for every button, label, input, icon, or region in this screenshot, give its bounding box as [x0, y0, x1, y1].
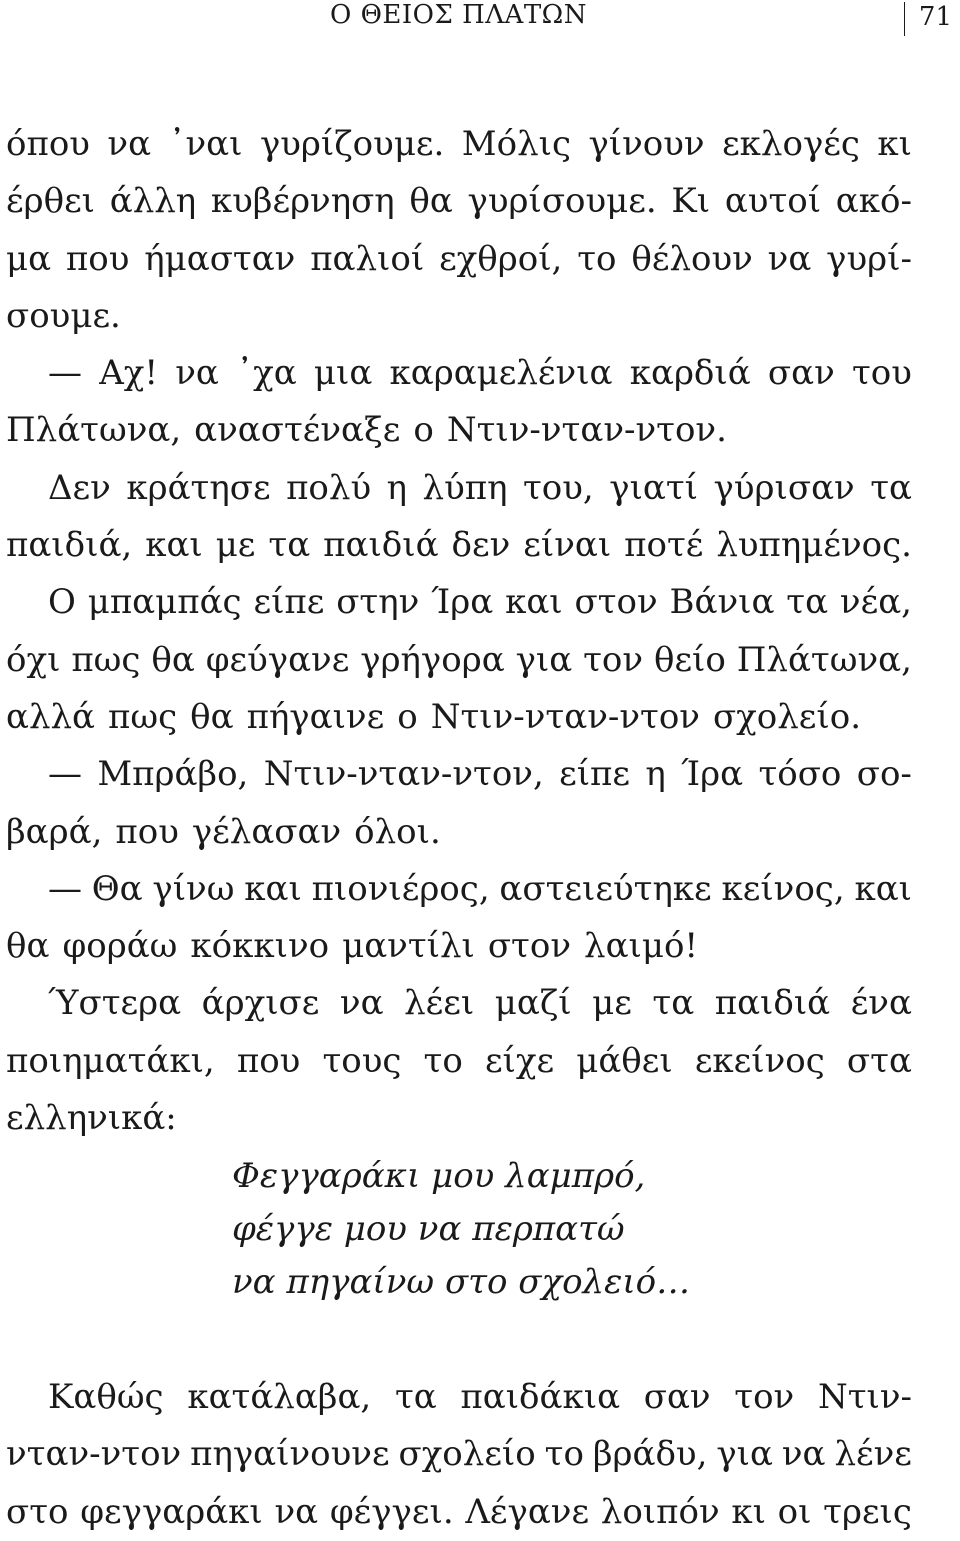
text-line: έρθει άλλη κυβέρνηση θα γυρίσουμε. Κι αυτοί ακό- — [6, 181, 912, 222]
text-line: θα φοράω κόκκινο μαντίλι στον λαιμό! — [6, 926, 699, 967]
text-line: Δεν κράτησε πολύ η λύπη του, γιατί γύρισαν τα — [48, 467, 912, 508]
text-line: όπου να ᾽ναι γυρίζουμε. Μόλις γίνουν εκλογές κι — [6, 124, 912, 164]
text-line: Καθώς κατάλαβα, τα παιδάκια σαν τον Ντιν- — [48, 1377, 912, 1417]
text-line: — Θα γίνω και πιονιέρος, αστειεύτηκε κείνος, και — [48, 868, 912, 909]
text-line: στο φεγγαράκι να φέγγει. Λέγανε λοιπόν κι οι τρεις — [6, 1491, 912, 1532]
text-line: Πλάτωνα, αναστέναξε ο Ντιν-νταν-ντον. — [6, 410, 727, 451]
text-line: αλλά πως θα πήγαινε ο Ντιν-νταν-ντον σχολείο. — [6, 696, 862, 737]
text-line: βαρά, που γέλασαν όλοι. — [6, 811, 441, 852]
continuation-text — [6, 1369, 912, 1541]
poem-line: να πηγαίνω στο σχολειό… — [232, 1262, 691, 1302]
running-header-title: Ο ΘΕΙΟΣ ΠΛΑΤΩΝ — [330, 0, 587, 30]
text-line: όχι πως θα φεύγανε γρήγορα για τον θείο Πλάτωνα, — [6, 639, 912, 680]
text-line: Ο μπαμπάς είπε στην Ίρα και στον Βάνια τα νέα, — [48, 582, 912, 623]
text-line: μα που ήμασταν παλιοί εχθροί, το θέλουν να γυρί- — [6, 238, 912, 279]
text-line: παιδιά, και με τα παιδιά δεν είναι ποτέ λυπημένος. — [6, 525, 912, 566]
poem-line: φέγγε μου να περπατώ — [232, 1209, 625, 1249]
poem-line: Φεγγαράκι μου λαμπρό, — [232, 1156, 646, 1196]
text-line: Ύστερα άρχισε να λέει μαζί με τα παιδιά ένα — [48, 983, 912, 1024]
poem-block — [232, 1150, 690, 1309]
body-text — [6, 116, 912, 1147]
text-line: — Αχ! να ᾽χα μια καραμελένια καρδιά σαν του — [48, 353, 912, 394]
text-line: — Μπράβο, Ντιν-νταν-ντον, είπε η Ίρα τόσο σο- — [48, 754, 912, 795]
page-number: 71 — [904, 2, 952, 36]
text-line: νταν-ντον πηγαίνουνε σχολείο το βράδυ, για να λένε — [6, 1434, 912, 1475]
text-line: ελληνικά: — [6, 1098, 177, 1139]
text-line: σουμε. — [6, 295, 121, 336]
text-line: ποιηματάκι, που τους το είχε μάθει εκείνος στα — [6, 1040, 912, 1081]
